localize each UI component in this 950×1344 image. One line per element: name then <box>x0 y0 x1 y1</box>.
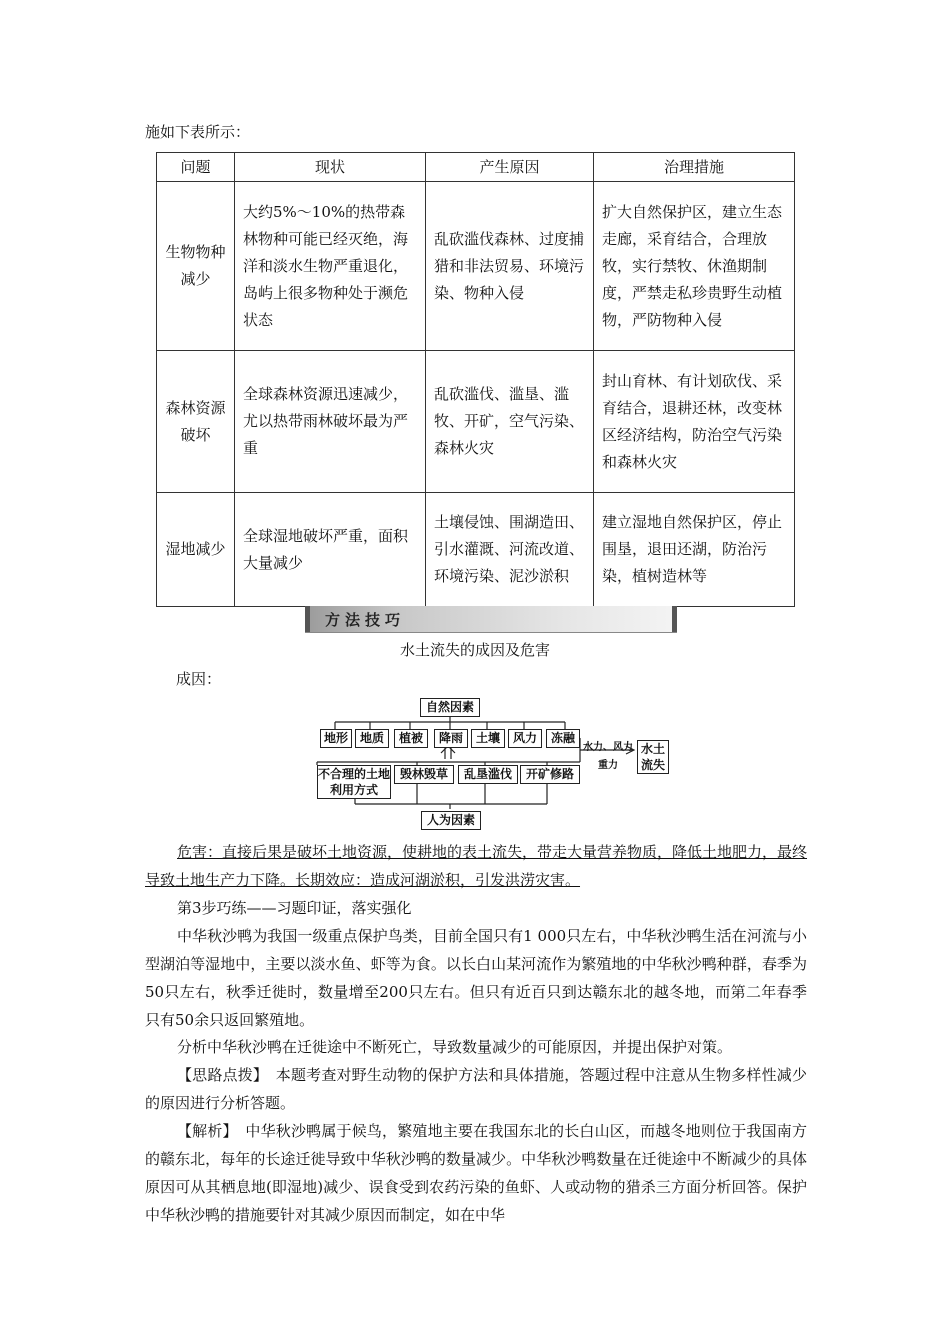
cell-measures: 建立湿地自然保护区，停止围垦，退田还湖，防治污染，植树造林等 <box>594 493 795 607</box>
banner-right-mark <box>672 606 677 632</box>
table-row <box>157 351 795 493</box>
cell-problem: 生物物种减少 <box>157 182 235 351</box>
table-row <box>157 182 795 351</box>
cell-measures: 扩大自然保护区，建立生态走廊，采育结合，合理放牧，实行禁牧、休渔期制度，严禁走私珍贵野生动植物，严防物种入侵 <box>594 182 795 351</box>
header-measures: 治理措施 <box>594 153 795 182</box>
analysis-text: 中华秋沙鸭属于候鸟，繁殖地主要在我国东北的长白山区，而越冬地则位于我国南方的赣东北，每年的长途迁徙导致中华秋沙鸭的数量减少。中华秋沙鸭数量在迁徙途中不断减少的具体原因可从其栖息地(即湿地)减少、误食受到农药污染的鱼虾、人或动物的猎杀三方面分析回答。保护中华秋沙鸭的措施要针对其减少原因而制定，如在中华 <box>145 1122 807 1224</box>
cause-label: 成因： <box>176 670 222 688</box>
question-paragraph: 中华秋沙鸭为我国一级重点保护鸟类，目前全国只有1 000只左右，中华秋沙鸭生活在河流与小型湖泊等湿地中，主要以淡水鱼、虾等为食。以长白山某河流作为繁殖地的中华秋沙鸭种群，春季为50只左右，秋季迁徙时，数量增至200只左右。但只有近百只到达赣东北的越冬地，而第二年春季只有50余只返回繁殖地。 <box>145 927 807 1029</box>
hint-paragraph <box>145 1061 807 1117</box>
banner-label: 方法技巧 <box>325 611 406 629</box>
human-factor-item: 不合理的土地利用方式 <box>318 767 391 797</box>
table-header-row <box>157 153 795 182</box>
cell-measures: 封山育林、有计划砍伐、采育结合，退耕还林，改变林区经济结构，防治空气污染和森林火灾 <box>594 351 795 493</box>
cell-cause: 乱砍滥伐、滥垦、滥牧、开矿，空气污染、森林火灾 <box>426 351 594 493</box>
arrow-label-bottom: 重力 <box>598 760 618 771</box>
cell-status: 大约5%～10%的热带森林物种可能已经灭绝，海洋和淡水生物严重退化，岛屿上很多物种处于濒危状态 <box>235 182 426 351</box>
natural-factor-item: 地质 <box>355 729 389 748</box>
arrow-label-top: 水力、风力 <box>583 742 633 753</box>
cell-problem: 湿地减少 <box>157 493 235 607</box>
hint-tag: 【思路点拨】 <box>177 1066 261 1084</box>
intro-text: 施如下表所示： <box>145 123 251 141</box>
human-factor-item: 毁林毁草 <box>394 765 454 784</box>
analysis-tag: 【解析】 <box>177 1122 231 1140</box>
soil-erosion-diagram <box>315 696 685 834</box>
environment-problem-table <box>156 152 795 607</box>
human-factor-item: 开矿修路 <box>520 765 580 784</box>
hint-text: 本题考查对野生动物的保护方法和具体措施，答题过程中注意从生物多样性减少的原因进行分析答题。 <box>145 1066 807 1112</box>
human-factors-box: 人为因素 <box>421 811 481 830</box>
natural-factor-item: 降雨 <box>434 729 468 748</box>
cell-status: 全球湿地破坏严重，面积大量减少 <box>235 493 426 607</box>
section-subtitle: 水土流失的成因及危害 <box>399 641 550 659</box>
harm-text: 危害：直接后果是破坏土地资源，使耕地的表土流失，带走大量营养物质，降低土地肥力，最终导致土地生产力下降。长期效应：造成河湖淤积，引发洪涝灾害。 <box>145 843 808 889</box>
natural-factor-item: 植被 <box>394 729 428 748</box>
cell-problem: 森林资源破坏 <box>157 351 235 493</box>
header-status: 现状 <box>235 153 426 182</box>
natural-factor-item: 地形 <box>320 729 352 748</box>
natural-factor-item: 冻融 <box>546 729 580 748</box>
cell-cause: 土壤侵蚀、围湖造田、引水灌溉、河流改道、环境污染、泥沙淤积 <box>426 493 594 607</box>
natural-factor-item: 风力 <box>508 729 542 748</box>
natural-factors-box: 自然因素 <box>420 698 480 717</box>
analysis-paragraph <box>145 1117 807 1229</box>
soil-erosion-box: 水土流失 <box>637 740 669 774</box>
human-factor-item: 乱垦滥伐 <box>458 765 518 784</box>
table-row <box>157 493 795 607</box>
natural-factor-item: 土壤 <box>471 729 505 748</box>
cell-status: 全球森林资源迅速减少，尤以热带雨林破坏最为严重 <box>235 351 426 493</box>
header-problem: 问题 <box>157 153 235 182</box>
banner-left-mark <box>305 606 310 632</box>
question-prompt: 分析中华秋沙鸭在迁徙途中不断死亡，导致数量减少的可能原因，并提出保护对策。 <box>177 1038 733 1056</box>
step3-heading: 第3步巧练——习题印证，落实强化 <box>177 899 412 917</box>
method-tips-banner <box>305 606 677 633</box>
cell-cause: 乱砍滥伐森林、过度捕猎和非法贸易、环境污染、物种入侵 <box>426 182 594 351</box>
header-cause: 产生原因 <box>426 153 594 182</box>
